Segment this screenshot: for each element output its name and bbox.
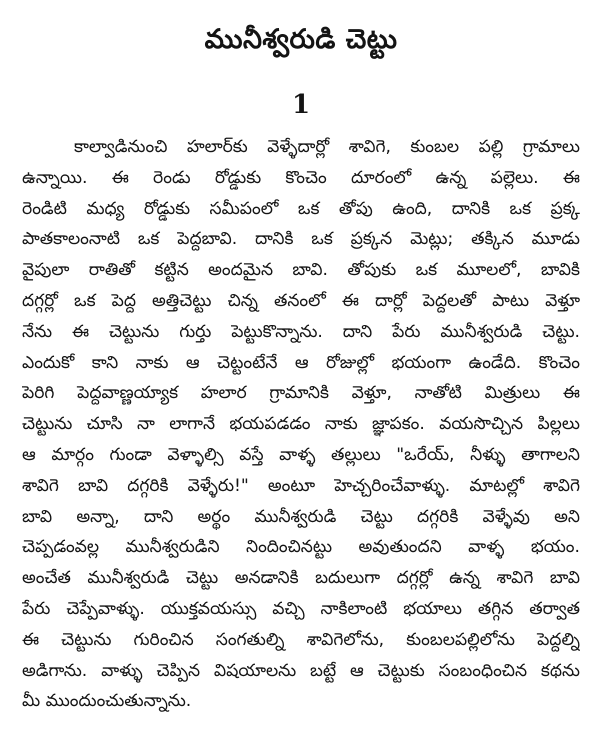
page-title: మునీశ్వరుడి చెట్టు [204, 24, 398, 55]
text-line: శావిగె బావి దగ్గరికి వెళ్ళేరు!" అంటూ హెచ్చరించేవాళ్ళు. మాటల్లో శావిగె [22, 475, 580, 496]
body-text [22, 132, 580, 717]
text-line: చెప్పడంవల్ల మునీశ్వరుడిని నిందించినట్టు అవుతుందని వాళ్ళ భయం. [22, 537, 580, 558]
text-line: ఆ మార్గం గుండా వెళ్ళాల్సి వస్తే వాళ్ళ తల్లులు "ఒరేయ్, నీళ్ళు తాగాలని [22, 444, 580, 465]
text-line: అంచేత మునీశ్వరుడి చెట్టు అనడానికి బదులుగా దగ్గర్లో ఉన్న శావిగె బావి [22, 568, 580, 589]
text-line: బావి అన్నా, దాని అర్థం మునీశ్వరుడి చెట్టు దగ్గరికి వెళ్ళేవు అని [22, 506, 580, 527]
text-line: ఉన్నాయి. ఈ రెండు రోడ్డుకు కొంచెం దూరంలో ఉన్న పల్లెలు. ఈ [22, 167, 580, 188]
text-line: నేను ఈ చెట్టును గుర్తు పెట్టుకొన్నాను. దాని పేరు మునీశ్వరుడి చెట్టు. [22, 321, 580, 342]
text-line: పెరిగి పెద్దవాణ్ణయ్యాక హలార గ్రామానికి వెళ్తూ, నాతోటి మిత్రులు ఈ [22, 383, 580, 404]
text-line: ఈ చెట్టును గురించిన సంగతుల్ని శావిగెలోను, కుంబలపల్లిలోను పెద్దల్ని [22, 629, 580, 650]
text-line: మీ ముందుంచుతున్నాను. [22, 691, 192, 712]
text-line: ఎందుకో కాని నాకు ఆ చెట్టంటేనే ఆ రోజుల్లో భయంగా ఉండేది. కొంచెం [22, 352, 580, 373]
text-line: పాతకాలంనాటి ఒక పెద్దబావి. దానికి ఒక ప్రక్కన మెట్లు; తక్కిన మూడు [22, 229, 580, 250]
chapter-number: 1 [291, 90, 311, 120]
text-line: అడిగాను. వాళ్ళు చెప్పిన విషయాలను బట్టే ఆ చెట్టుకు సంబంధించిన కథను [22, 660, 580, 681]
text-line: పేరు చెప్పేవాళ్ళు. యుక్తవయస్సు వచ్చి నాకిలాంటి భయాలు తగ్గిన తర్వాత [22, 598, 580, 619]
text-line: కాల్వాడినుంచి హలార్‌కు వెళ్ళేదార్లో శావిగె, కుంబల పల్లి గ్రామాలు [74, 137, 580, 157]
text-line: చెట్టును చూసి నా లాగానే భయపడడం నాకు జ్ఞాపకం. వయసొచ్చిన పిల్లలు [22, 414, 580, 435]
text-line: వైపులా రాతితో కట్టిన అందమైన బావి. తోపుకు ఒక మూలలో, బావికి [22, 260, 580, 281]
text-line: రెండిటి మధ్య రోడ్డుకు సమీపంలో ఒక తోపు ఉంది, దానికి ఒక ప్రక్క [22, 198, 580, 219]
text-line: దగ్గర్లో ఒక పెద్ద అత్తిచెట్టు చిన్న తనంలో ఈ దార్లో పెద్దలతో పాటు వెళ్తూ [22, 290, 580, 311]
